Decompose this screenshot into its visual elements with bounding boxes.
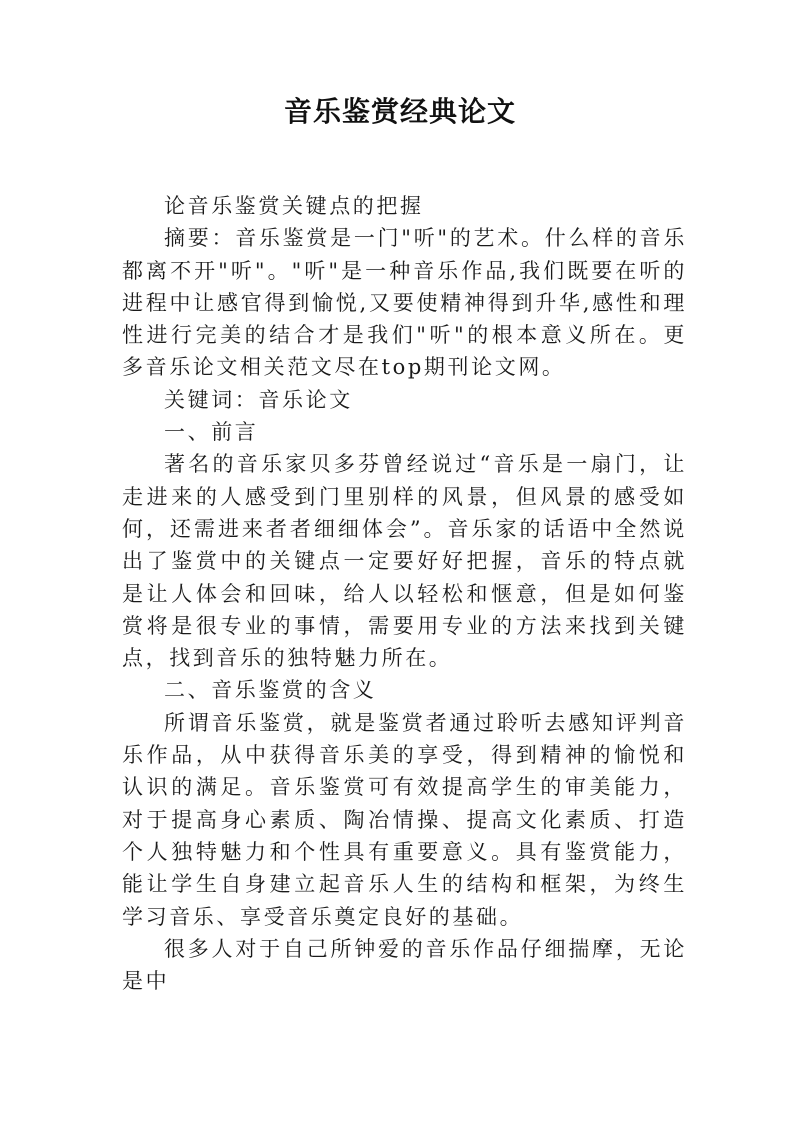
- abstract-paragraph: 摘要：音乐鉴赏是一门"听"的艺术。什么样的音乐都离不开"听"。"听"是一种音乐作品,我们既要在听的进程中让感官得到愉悦,又要使精神得到升华,感性和理性进行完美的结合才是我们"听"的根本意义所在。更多音乐论文相关范文尽在top期刊论文网。: [122, 226, 687, 380]
- document-body: [122, 190, 687, 997]
- keywords-paragraph: 关键词：音乐论文: [164, 387, 353, 412]
- subtitle-paragraph: 论音乐鉴赏关键点的把握: [164, 194, 424, 218]
- meaning-paragraph: 所谓音乐鉴赏，就是鉴赏者通过聆听去感知评判音乐作品，从中获得音乐美的享受，得到精神的愉悦和认识的满足。音乐鉴赏可有效提高学生的审美能力，对于提高身心素质、陶冶情操、提高文化素质、打造个人独特魅力和个性具有重要意义。具有鉴赏能力，能让学生自身建立起音乐人生的结构和框架，为终生学习音乐、享受音乐奠定良好的基础。: [122, 710, 687, 929]
- section-heading-meaning: 二、音乐鉴赏的含义: [164, 678, 377, 703]
- preface-paragraph: 著名的音乐家贝多芬曾经说过“音乐是一扇门，让走进来的人感受到门里别样的风景，但风景的感受如何，还需进来者者细细体会”。音乐家的话语中全然说出了鉴赏中的关键点一定要好好把握，音乐的特点就是让人体会和回味，给人以轻松和惬意，但是如何鉴赏将是很专业的事情，需要用专业的方法来找到关键点，找到音乐的独特魅力所在。: [122, 452, 687, 671]
- continuation-paragraph: 很多人对于自己所钟爱的音乐作品仔细揣摩，无论是中: [122, 936, 687, 994]
- section-heading-preface: 一、前言: [164, 420, 259, 445]
- page-title: 音乐鉴赏经典论文: [283, 95, 516, 128]
